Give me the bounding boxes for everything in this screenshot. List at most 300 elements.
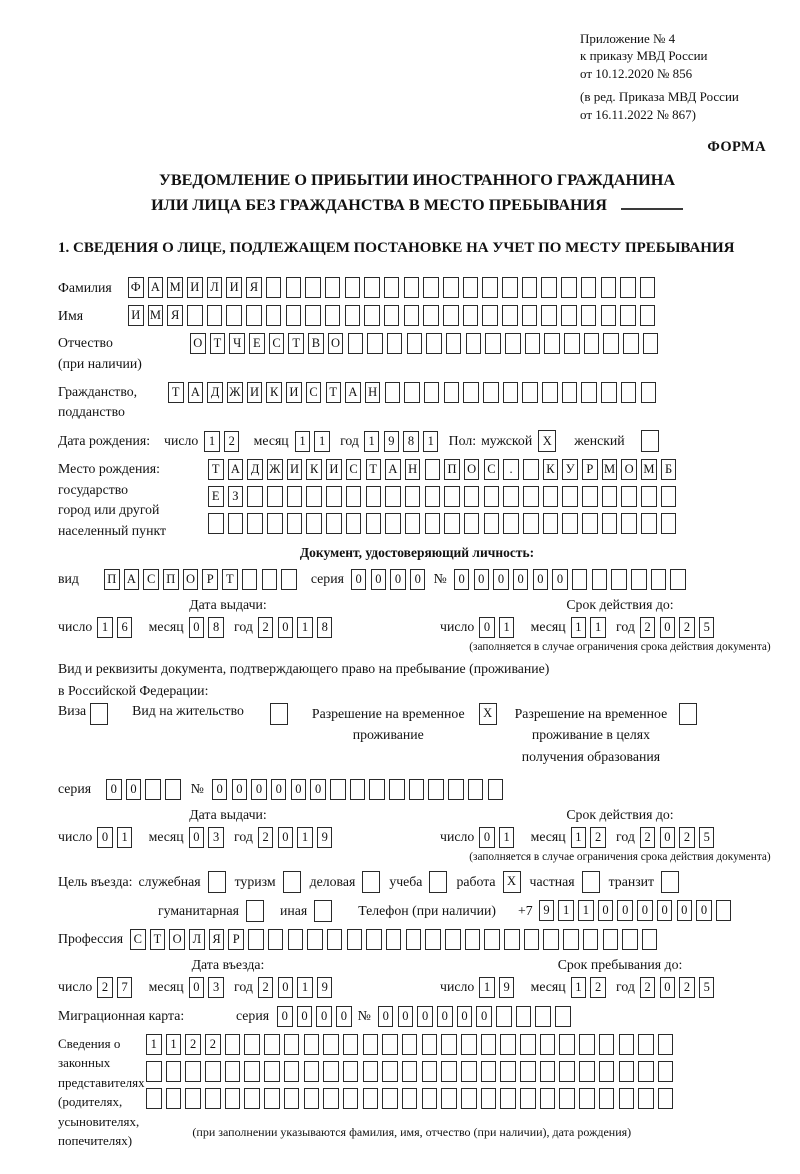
char-cell[interactable]: 9 xyxy=(317,827,333,848)
char-cell[interactable] xyxy=(579,1088,595,1109)
char-cell[interactable]: М xyxy=(602,459,618,480)
char-cell[interactable] xyxy=(225,1034,241,1055)
char-cell[interactable]: 1 xyxy=(297,977,313,998)
char-cell[interactable]: И xyxy=(326,459,342,480)
char-cell[interactable] xyxy=(350,779,366,800)
char-cell[interactable]: 1 xyxy=(297,617,313,638)
char-cell[interactable] xyxy=(441,1034,457,1055)
char-cell[interactable] xyxy=(267,486,283,507)
char-cell[interactable]: 8 xyxy=(403,431,419,452)
char-cell[interactable] xyxy=(502,277,518,298)
char-cell[interactable] xyxy=(226,305,242,326)
char-cell[interactable] xyxy=(481,1034,497,1055)
char-cell[interactable]: Т xyxy=(150,929,166,950)
char-cell[interactable] xyxy=(562,513,578,534)
char-cell[interactable] xyxy=(346,486,362,507)
char-cell[interactable]: 7 xyxy=(117,977,133,998)
char-cell[interactable] xyxy=(323,1061,339,1082)
char-cell[interactable]: 2 xyxy=(640,617,656,638)
char-cell[interactable] xyxy=(345,277,361,298)
char-cell[interactable] xyxy=(423,305,439,326)
char-cell[interactable]: Р xyxy=(202,569,218,590)
char-cell[interactable]: Д xyxy=(247,459,263,480)
char-cell[interactable] xyxy=(484,486,500,507)
char-cell[interactable]: С xyxy=(346,459,362,480)
char-cell[interactable] xyxy=(406,929,422,950)
char-cell[interactable] xyxy=(523,486,539,507)
char-cell[interactable]: И xyxy=(287,459,303,480)
char-cell[interactable] xyxy=(541,305,557,326)
char-cell[interactable]: 0 xyxy=(251,779,267,800)
char-cell[interactable] xyxy=(716,900,732,921)
char-cell[interactable] xyxy=(641,486,657,507)
char-cell[interactable] xyxy=(535,1006,551,1027)
visa-checkbox[interactable] xyxy=(90,703,108,725)
char-cell[interactable]: 0 xyxy=(277,1006,293,1027)
char-cell[interactable] xyxy=(661,486,677,507)
char-cell[interactable] xyxy=(306,486,322,507)
char-cell[interactable] xyxy=(500,1088,516,1109)
purpose-official-checkbox[interactable] xyxy=(208,871,226,893)
char-cell[interactable] xyxy=(622,929,638,950)
char-cell[interactable]: О xyxy=(621,459,637,480)
char-cell[interactable]: 1 xyxy=(364,431,380,452)
char-cell[interactable] xyxy=(641,513,657,534)
char-cell[interactable] xyxy=(407,333,423,354)
char-cell[interactable]: 9 xyxy=(539,900,555,921)
char-cell[interactable]: Т xyxy=(208,459,224,480)
char-cell[interactable]: 0 xyxy=(189,977,205,998)
purpose-tourism-checkbox[interactable] xyxy=(283,871,301,893)
char-cell[interactable] xyxy=(496,1006,512,1027)
char-cell[interactable]: 1 xyxy=(558,900,574,921)
char-cell[interactable] xyxy=(441,1061,457,1082)
char-cell[interactable]: И xyxy=(286,382,302,403)
char-cell[interactable] xyxy=(426,333,442,354)
char-cell[interactable] xyxy=(402,1034,418,1055)
char-cell[interactable] xyxy=(488,779,504,800)
char-cell[interactable]: 0 xyxy=(189,617,205,638)
char-cell[interactable] xyxy=(540,1034,556,1055)
char-cell[interactable]: 1 xyxy=(146,1034,162,1055)
char-cell[interactable] xyxy=(581,382,597,403)
char-cell[interactable] xyxy=(623,333,639,354)
char-cell[interactable] xyxy=(638,1034,654,1055)
char-cell[interactable] xyxy=(658,1088,674,1109)
char-cell[interactable]: У xyxy=(562,459,578,480)
char-cell[interactable]: Я xyxy=(246,277,262,298)
char-cell[interactable]: Р xyxy=(228,929,244,950)
char-cell[interactable] xyxy=(364,277,380,298)
char-cell[interactable] xyxy=(248,929,264,950)
char-cell[interactable] xyxy=(640,305,656,326)
char-cell[interactable] xyxy=(323,1034,339,1055)
char-cell[interactable]: О xyxy=(183,569,199,590)
char-cell[interactable] xyxy=(287,513,303,534)
char-cell[interactable] xyxy=(584,333,600,354)
char-cell[interactable] xyxy=(523,513,539,534)
char-cell[interactable] xyxy=(463,382,479,403)
char-cell[interactable] xyxy=(482,277,498,298)
char-cell[interactable] xyxy=(425,486,441,507)
char-cell[interactable]: 2 xyxy=(590,977,606,998)
char-cell[interactable] xyxy=(562,486,578,507)
char-cell[interactable]: 9 xyxy=(499,977,515,998)
char-cell[interactable] xyxy=(443,277,459,298)
char-cell[interactable] xyxy=(384,277,400,298)
char-cell[interactable]: О xyxy=(169,929,185,950)
char-cell[interactable] xyxy=(503,513,519,534)
char-cell[interactable] xyxy=(461,1088,477,1109)
char-cell[interactable]: 0 xyxy=(278,827,294,848)
char-cell[interactable] xyxy=(425,929,441,950)
char-cell[interactable] xyxy=(619,1034,635,1055)
char-cell[interactable]: 0 xyxy=(598,900,614,921)
char-cell[interactable] xyxy=(599,1034,615,1055)
char-cell[interactable] xyxy=(444,382,460,403)
char-cell[interactable]: 1 xyxy=(571,617,587,638)
char-cell[interactable]: 0 xyxy=(291,779,307,800)
char-cell[interactable] xyxy=(305,277,321,298)
char-cell[interactable] xyxy=(384,305,400,326)
char-cell[interactable]: 0 xyxy=(390,569,406,590)
char-cell[interactable] xyxy=(405,486,421,507)
char-cell[interactable]: Я xyxy=(209,929,225,950)
char-cell[interactable] xyxy=(367,333,383,354)
char-cell[interactable]: Д xyxy=(207,382,223,403)
char-cell[interactable] xyxy=(643,333,659,354)
temp-residence-permit-checkbox[interactable]: X xyxy=(479,703,497,725)
char-cell[interactable]: Я xyxy=(167,305,183,326)
char-cell[interactable]: П xyxy=(104,569,120,590)
char-cell[interactable]: 8 xyxy=(208,617,224,638)
char-cell[interactable] xyxy=(543,486,559,507)
char-cell[interactable]: 0 xyxy=(637,900,653,921)
char-cell[interactable] xyxy=(482,305,498,326)
char-cell[interactable] xyxy=(207,305,223,326)
char-cell[interactable]: Е xyxy=(208,486,224,507)
char-cell[interactable] xyxy=(205,1061,221,1082)
char-cell[interactable] xyxy=(225,1061,241,1082)
char-cell[interactable]: 0 xyxy=(126,779,142,800)
char-cell[interactable] xyxy=(516,1006,532,1027)
char-cell[interactable]: Н xyxy=(405,459,421,480)
char-cell[interactable] xyxy=(579,1034,595,1055)
char-cell[interactable]: 0 xyxy=(410,569,426,590)
char-cell[interactable]: 6 xyxy=(117,617,133,638)
purpose-other-checkbox[interactable] xyxy=(314,900,332,922)
char-cell[interactable] xyxy=(382,1061,398,1082)
char-cell[interactable] xyxy=(304,1034,320,1055)
char-cell[interactable] xyxy=(304,1061,320,1082)
char-cell[interactable]: 0 xyxy=(232,779,248,800)
char-cell[interactable] xyxy=(266,277,282,298)
char-cell[interactable]: З xyxy=(228,486,244,507)
char-cell[interactable] xyxy=(244,1034,260,1055)
char-cell[interactable] xyxy=(385,382,401,403)
char-cell[interactable]: 0 xyxy=(398,1006,414,1027)
char-cell[interactable]: А xyxy=(124,569,140,590)
char-cell[interactable] xyxy=(424,382,440,403)
char-cell[interactable]: Т xyxy=(210,333,226,354)
char-cell[interactable] xyxy=(306,513,322,534)
char-cell[interactable] xyxy=(404,305,420,326)
char-cell[interactable]: 0 xyxy=(657,900,673,921)
char-cell[interactable]: Е xyxy=(249,333,265,354)
char-cell[interactable] xyxy=(326,486,342,507)
char-cell[interactable]: 0 xyxy=(677,900,693,921)
char-cell[interactable] xyxy=(541,277,557,298)
char-cell[interactable] xyxy=(484,513,500,534)
char-cell[interactable] xyxy=(599,1061,615,1082)
char-cell[interactable] xyxy=(581,277,597,298)
char-cell[interactable] xyxy=(444,486,460,507)
char-cell[interactable]: Л xyxy=(189,929,205,950)
char-cell[interactable]: 5 xyxy=(699,977,715,998)
char-cell[interactable] xyxy=(638,1088,654,1109)
char-cell[interactable] xyxy=(540,1088,556,1109)
purpose-business-checkbox[interactable] xyxy=(362,871,380,893)
char-cell[interactable] xyxy=(405,513,421,534)
char-cell[interactable] xyxy=(247,513,263,534)
char-cell[interactable]: 1 xyxy=(166,1034,182,1055)
char-cell[interactable] xyxy=(305,305,321,326)
char-cell[interactable]: . xyxy=(503,459,519,480)
char-cell[interactable] xyxy=(428,779,444,800)
char-cell[interactable] xyxy=(661,513,677,534)
char-cell[interactable] xyxy=(441,1088,457,1109)
char-cell[interactable]: 0 xyxy=(278,977,294,998)
char-cell[interactable] xyxy=(187,305,203,326)
char-cell[interactable] xyxy=(247,486,263,507)
char-cell[interactable] xyxy=(264,1061,280,1082)
char-cell[interactable]: 0 xyxy=(189,827,205,848)
purpose-transit-checkbox[interactable] xyxy=(661,871,679,893)
char-cell[interactable] xyxy=(422,1034,438,1055)
char-cell[interactable] xyxy=(503,382,519,403)
char-cell[interactable]: И xyxy=(247,382,263,403)
char-cell[interactable] xyxy=(364,305,380,326)
char-cell[interactable]: 0 xyxy=(336,1006,352,1027)
char-cell[interactable] xyxy=(619,1088,635,1109)
char-cell[interactable] xyxy=(544,333,560,354)
char-cell[interactable] xyxy=(500,1061,516,1082)
char-cell[interactable]: 8 xyxy=(317,617,333,638)
char-cell[interactable] xyxy=(323,1088,339,1109)
char-cell[interactable] xyxy=(611,569,627,590)
char-cell[interactable]: 3 xyxy=(208,977,224,998)
char-cell[interactable] xyxy=(502,305,518,326)
char-cell[interactable] xyxy=(564,333,580,354)
char-cell[interactable] xyxy=(621,382,637,403)
char-cell[interactable]: И xyxy=(187,277,203,298)
char-cell[interactable] xyxy=(166,1061,182,1082)
char-cell[interactable] xyxy=(621,513,637,534)
char-cell[interactable]: Н xyxy=(365,382,381,403)
residence-permit-checkbox[interactable] xyxy=(270,703,288,725)
char-cell[interactable] xyxy=(244,1061,260,1082)
char-cell[interactable]: П xyxy=(163,569,179,590)
char-cell[interactable] xyxy=(582,486,598,507)
char-cell[interactable]: С xyxy=(130,929,146,950)
char-cell[interactable] xyxy=(559,1034,575,1055)
char-cell[interactable] xyxy=(369,779,385,800)
char-cell[interactable] xyxy=(601,382,617,403)
char-cell[interactable]: 0 xyxy=(297,1006,313,1027)
char-cell[interactable]: 1 xyxy=(423,431,439,452)
char-cell[interactable]: 1 xyxy=(590,617,606,638)
char-cell[interactable]: 0 xyxy=(552,569,568,590)
char-cell[interactable]: Ж xyxy=(227,382,243,403)
char-cell[interactable] xyxy=(262,569,278,590)
char-cell[interactable] xyxy=(264,1034,280,1055)
char-cell[interactable] xyxy=(244,1088,260,1109)
char-cell[interactable] xyxy=(389,779,405,800)
char-cell[interactable]: С xyxy=(306,382,322,403)
char-cell[interactable]: 1 xyxy=(499,617,515,638)
char-cell[interactable] xyxy=(525,333,541,354)
char-cell[interactable]: 1 xyxy=(295,431,311,452)
char-cell[interactable] xyxy=(603,333,619,354)
char-cell[interactable] xyxy=(266,305,282,326)
char-cell[interactable]: Т xyxy=(222,569,238,590)
sex-female-checkbox[interactable] xyxy=(641,430,659,452)
char-cell[interactable]: 1 xyxy=(314,431,330,452)
edu-residence-permit-checkbox[interactable] xyxy=(679,703,697,725)
char-cell[interactable]: 2 xyxy=(590,827,606,848)
char-cell[interactable] xyxy=(343,1034,359,1055)
char-cell[interactable]: М xyxy=(148,305,164,326)
char-cell[interactable]: О xyxy=(190,333,206,354)
char-cell[interactable]: 1 xyxy=(479,977,495,998)
char-cell[interactable] xyxy=(619,1061,635,1082)
char-cell[interactable]: 2 xyxy=(640,827,656,848)
char-cell[interactable] xyxy=(326,513,342,534)
char-cell[interactable]: А xyxy=(228,459,244,480)
char-cell[interactable] xyxy=(446,333,462,354)
char-cell[interactable]: 0 xyxy=(371,569,387,590)
char-cell[interactable] xyxy=(603,929,619,950)
char-cell[interactable]: Ч xyxy=(229,333,245,354)
char-cell[interactable] xyxy=(461,1061,477,1082)
char-cell[interactable]: 0 xyxy=(493,569,509,590)
char-cell[interactable] xyxy=(286,277,302,298)
char-cell[interactable] xyxy=(559,1088,575,1109)
char-cell[interactable] xyxy=(503,486,519,507)
char-cell[interactable] xyxy=(631,569,647,590)
char-cell[interactable]: К xyxy=(306,459,322,480)
char-cell[interactable] xyxy=(484,929,500,950)
char-cell[interactable] xyxy=(481,1088,497,1109)
char-cell[interactable]: Т xyxy=(366,459,382,480)
char-cell[interactable] xyxy=(651,569,667,590)
char-cell[interactable] xyxy=(327,929,343,950)
char-cell[interactable]: 0 xyxy=(696,900,712,921)
char-cell[interactable] xyxy=(402,1088,418,1109)
char-cell[interactable]: О xyxy=(328,333,344,354)
char-cell[interactable] xyxy=(620,305,636,326)
char-cell[interactable]: 9 xyxy=(317,977,333,998)
char-cell[interactable]: 0 xyxy=(660,617,676,638)
char-cell[interactable]: О xyxy=(464,459,480,480)
char-cell[interactable] xyxy=(463,305,479,326)
char-cell[interactable] xyxy=(524,929,540,950)
char-cell[interactable] xyxy=(242,569,258,590)
char-cell[interactable]: С xyxy=(143,569,159,590)
char-cell[interactable] xyxy=(579,1061,595,1082)
char-cell[interactable] xyxy=(268,929,284,950)
char-cell[interactable] xyxy=(572,569,588,590)
char-cell[interactable]: 2 xyxy=(258,827,274,848)
char-cell[interactable]: 0 xyxy=(513,569,529,590)
char-cell[interactable]: 2 xyxy=(258,617,274,638)
char-cell[interactable]: 0 xyxy=(212,779,228,800)
char-cell[interactable]: 0 xyxy=(278,617,294,638)
char-cell[interactable] xyxy=(485,333,501,354)
char-cell[interactable] xyxy=(284,1061,300,1082)
char-cell[interactable]: 2 xyxy=(258,977,274,998)
char-cell[interactable] xyxy=(542,382,558,403)
char-cell[interactable] xyxy=(286,305,302,326)
char-cell[interactable] xyxy=(404,277,420,298)
char-cell[interactable]: 0 xyxy=(97,827,113,848)
char-cell[interactable] xyxy=(343,1088,359,1109)
char-cell[interactable]: 0 xyxy=(351,569,367,590)
char-cell[interactable]: С xyxy=(484,459,500,480)
char-cell[interactable]: А xyxy=(385,459,401,480)
char-cell[interactable]: 2 xyxy=(224,431,240,452)
char-cell[interactable]: В xyxy=(308,333,324,354)
char-cell[interactable] xyxy=(505,333,521,354)
char-cell[interactable]: 2 xyxy=(205,1034,221,1055)
char-cell[interactable] xyxy=(543,513,559,534)
char-cell[interactable] xyxy=(463,277,479,298)
char-cell[interactable]: К xyxy=(266,382,282,403)
char-cell[interactable]: И xyxy=(128,305,144,326)
char-cell[interactable] xyxy=(287,486,303,507)
char-cell[interactable]: 0 xyxy=(378,1006,394,1027)
char-cell[interactable]: Т xyxy=(168,382,184,403)
char-cell[interactable]: 1 xyxy=(297,827,313,848)
char-cell[interactable] xyxy=(347,929,363,950)
char-cell[interactable]: 1 xyxy=(117,827,133,848)
char-cell[interactable] xyxy=(304,1088,320,1109)
char-cell[interactable] xyxy=(402,1061,418,1082)
char-cell[interactable] xyxy=(281,569,297,590)
char-cell[interactable]: Ф xyxy=(128,277,144,298)
char-cell[interactable]: К xyxy=(543,459,559,480)
char-cell[interactable]: 0 xyxy=(474,569,490,590)
char-cell[interactable] xyxy=(348,333,364,354)
char-cell[interactable] xyxy=(284,1088,300,1109)
char-cell[interactable]: 0 xyxy=(271,779,287,800)
char-cell[interactable] xyxy=(522,305,538,326)
char-cell[interactable] xyxy=(346,513,362,534)
char-cell[interactable] xyxy=(366,486,382,507)
char-cell[interactable] xyxy=(386,929,402,950)
char-cell[interactable] xyxy=(366,513,382,534)
char-cell[interactable]: 1 xyxy=(578,900,594,921)
char-cell[interactable] xyxy=(325,305,341,326)
char-cell[interactable] xyxy=(602,486,618,507)
char-cell[interactable] xyxy=(422,1061,438,1082)
char-cell[interactable] xyxy=(520,1061,536,1082)
char-cell[interactable] xyxy=(343,1061,359,1082)
char-cell[interactable] xyxy=(670,569,686,590)
char-cell[interactable] xyxy=(382,1034,398,1055)
char-cell[interactable]: 2 xyxy=(185,1034,201,1055)
char-cell[interactable]: 2 xyxy=(679,827,695,848)
